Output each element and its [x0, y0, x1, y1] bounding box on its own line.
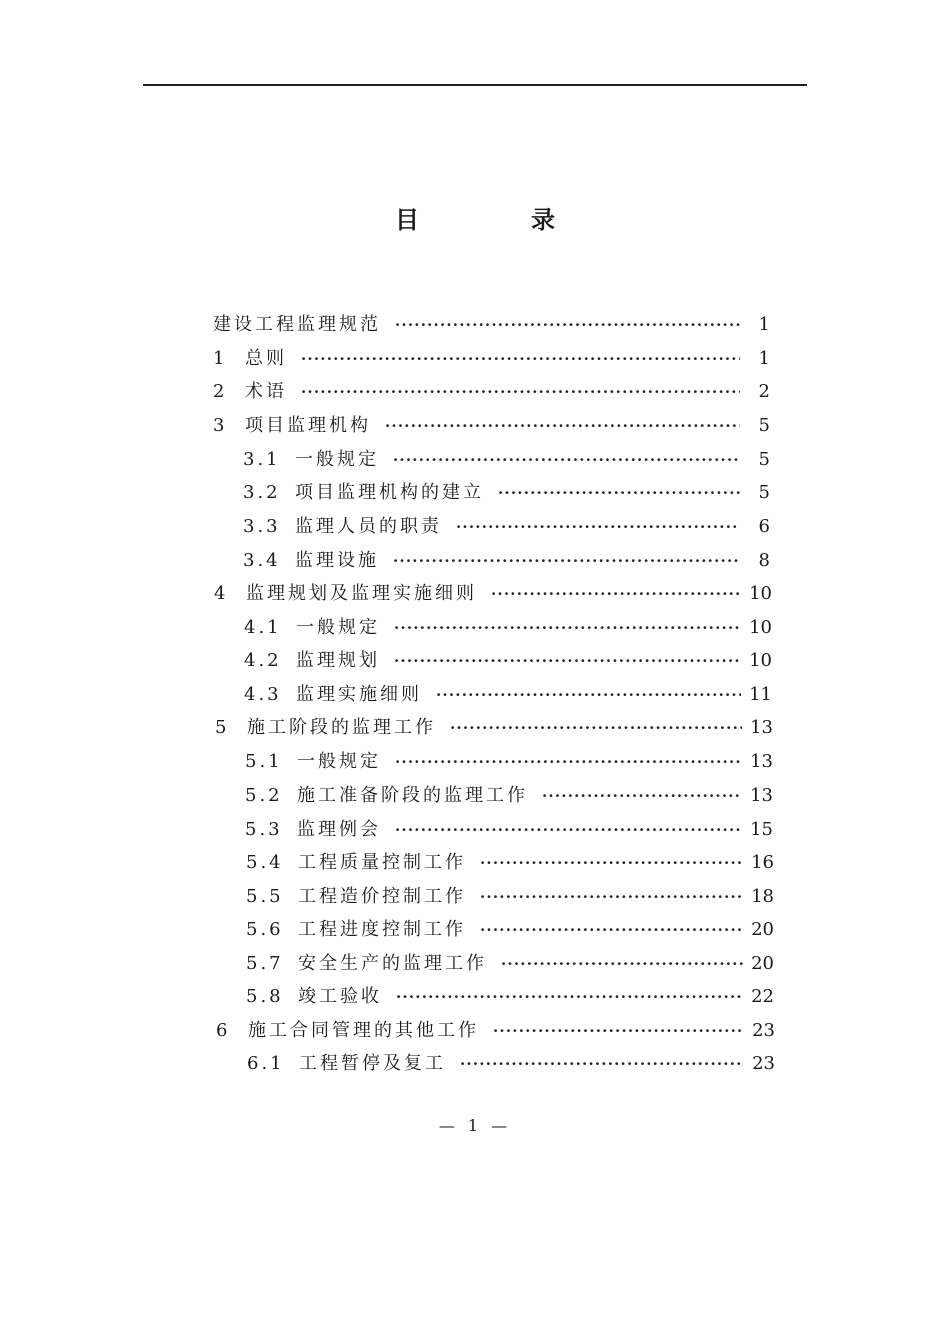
toc-entry[interactable] — [245, 815, 773, 841]
toc-entry-page: 22 — [751, 986, 774, 1007]
dot-leader — [393, 552, 740, 570]
toc-entry-page: 13 — [750, 717, 773, 738]
toc-entry-page: 13 — [750, 751, 773, 772]
toc-entry-label: 监理例会 — [297, 819, 381, 840]
toc-entry-number: 5.5 — [246, 886, 284, 907]
toc-entry-page: 6 — [758, 516, 770, 537]
toc-entry-label: 工程质量控制工作 — [298, 852, 466, 873]
toc-entry[interactable] — [243, 445, 770, 471]
dot-leader — [480, 888, 743, 906]
dot-leader — [460, 1055, 744, 1073]
toc-entry-page: 5 — [758, 482, 770, 503]
toc-entry-page: 15 — [750, 819, 773, 840]
toc-entry[interactable] — [245, 747, 773, 773]
toc-entry-page: 10 — [749, 617, 772, 638]
toc-entry-label: 一般规定 — [296, 617, 380, 638]
toc-entry-label: 施工阶段的监理工作 — [247, 717, 436, 738]
toc-entry-label: 工程造价控制工作 — [298, 886, 466, 907]
dot-leader — [301, 350, 740, 368]
dot-leader — [394, 652, 741, 670]
toc-entry-page: 10 — [749, 650, 772, 671]
toc-entry-number: 5.1 — [245, 751, 283, 772]
dot-leader — [395, 753, 742, 771]
toc-entry-label: 监理实施细则 — [296, 684, 422, 705]
toc-entry-label: 安全生产的监理工作 — [298, 953, 487, 974]
toc-entry-page: 5 — [758, 415, 770, 436]
toc-entry-page: 2 — [758, 381, 770, 402]
toc-entry-label: 一般规定 — [295, 449, 379, 470]
toc-entry[interactable] — [246, 882, 774, 908]
dot-leader — [493, 1022, 744, 1040]
toc-entry[interactable] — [246, 949, 774, 975]
toc-entry-number: 3.2 — [243, 482, 281, 503]
dot-leader — [385, 417, 740, 435]
toc-entry-number: 3.4 — [243, 550, 281, 571]
toc-entry[interactable] — [247, 1049, 775, 1075]
toc-entry-page: 18 — [751, 886, 774, 907]
toc-entry[interactable] — [213, 310, 770, 336]
toc-entry-label: 工程暂停及复工 — [299, 1053, 446, 1074]
toc-entry-page: 11 — [749, 684, 772, 705]
dot-leader — [480, 854, 743, 872]
toc-entry-number: 4.1 — [244, 617, 282, 638]
toc-entry[interactable] — [244, 680, 772, 706]
toc-entry-number: 4.2 — [244, 650, 282, 671]
dot-leader — [395, 316, 740, 334]
dot-leader — [396, 988, 743, 1006]
toc-entry[interactable] — [246, 915, 774, 941]
toc-entry-number: 5.3 — [245, 819, 283, 840]
toc-entry-number: 5 — [215, 717, 230, 738]
dot-leader — [491, 585, 741, 603]
dot-leader — [393, 451, 740, 469]
toc-entry-label: 施工合同管理的其他工作 — [248, 1020, 479, 1041]
toc-entry[interactable] — [215, 713, 773, 739]
dot-leader — [394, 619, 741, 637]
toc-entry-number: 5.7 — [246, 953, 284, 974]
toc-entry[interactable] — [216, 1016, 775, 1042]
toc-entry[interactable] — [213, 344, 770, 370]
toc-entry-page: 20 — [751, 919, 774, 940]
toc-entry[interactable] — [243, 512, 770, 538]
page-number: — 1 — — [438, 1116, 512, 1135]
toc-entry-page: 1 — [758, 348, 770, 369]
toc-entry-number: 3.3 — [243, 516, 281, 537]
toc-entry-label: 监理人员的职责 — [295, 516, 442, 537]
dot-leader — [542, 787, 742, 805]
toc-entry[interactable] — [213, 411, 770, 437]
dot-leader — [395, 821, 742, 839]
toc-entry[interactable] — [243, 546, 770, 572]
dot-leader — [301, 383, 740, 401]
toc-entry-number: 4 — [214, 583, 229, 604]
toc-entry-number: 3.1 — [243, 449, 281, 470]
toc-entry-label: 建设工程监理规范 — [213, 314, 381, 335]
toc-entry[interactable] — [246, 848, 774, 874]
dot-leader — [498, 484, 740, 502]
dot-leader — [456, 518, 740, 536]
toc-entry-label: 工程进度控制工作 — [298, 919, 466, 940]
toc-entry-label: 项目监理机构的建立 — [295, 482, 484, 503]
toc-entry[interactable] — [245, 781, 773, 807]
toc-entry-page: 5 — [758, 449, 770, 470]
dot-leader — [436, 686, 741, 704]
toc-entry-number: 5.4 — [246, 852, 284, 873]
toc-entry-number: 5.6 — [246, 919, 284, 940]
page-title: 目 录 — [395, 206, 599, 234]
toc-entry-label: 一般规定 — [297, 751, 381, 772]
toc-entry-number: 6.1 — [247, 1053, 285, 1074]
toc-entry-page: 1 — [758, 314, 770, 335]
toc-entry-label: 竣工验收 — [298, 986, 382, 1007]
toc-entry[interactable] — [246, 982, 774, 1008]
toc-entry-page: 8 — [758, 550, 770, 571]
dot-leader — [501, 955, 743, 973]
toc-entry-label: 项目监理机构 — [245, 415, 371, 436]
toc-entry-label: 监理规划及监理实施细则 — [246, 583, 477, 604]
toc-entry[interactable] — [214, 579, 772, 605]
toc-entry-page: 16 — [751, 852, 774, 873]
dot-leader — [450, 719, 742, 737]
toc-entry-page: 10 — [749, 583, 772, 604]
toc-entry-label: 施工准备阶段的监理工作 — [297, 785, 528, 806]
toc-entry-label: 术语 — [245, 381, 287, 402]
toc-entry-label: 监理设施 — [295, 550, 379, 571]
toc-entry-label: 监理规划 — [296, 650, 380, 671]
toc-entry-number: 6 — [216, 1020, 231, 1041]
toc-entry[interactable] — [243, 478, 770, 504]
toc-entry-page: 23 — [752, 1020, 775, 1041]
toc-entry-number: 5.8 — [246, 986, 284, 1007]
toc-entry-number: 2 — [213, 381, 228, 402]
toc-entry-number: 5.2 — [245, 785, 283, 806]
toc-entry-page: 20 — [751, 953, 774, 974]
toc-entry-number: 3 — [213, 415, 228, 436]
toc-entry[interactable] — [213, 377, 770, 403]
toc-entry[interactable] — [244, 646, 772, 672]
toc-entry-number: 4.3 — [244, 684, 282, 705]
toc-entry-label: 总则 — [245, 348, 287, 369]
toc-entry-page: 13 — [750, 785, 773, 806]
dot-leader — [480, 921, 743, 939]
toc-entry-number: 1 — [213, 348, 228, 369]
toc-entry[interactable] — [244, 613, 772, 639]
toc-entry-page: 23 — [752, 1053, 775, 1074]
